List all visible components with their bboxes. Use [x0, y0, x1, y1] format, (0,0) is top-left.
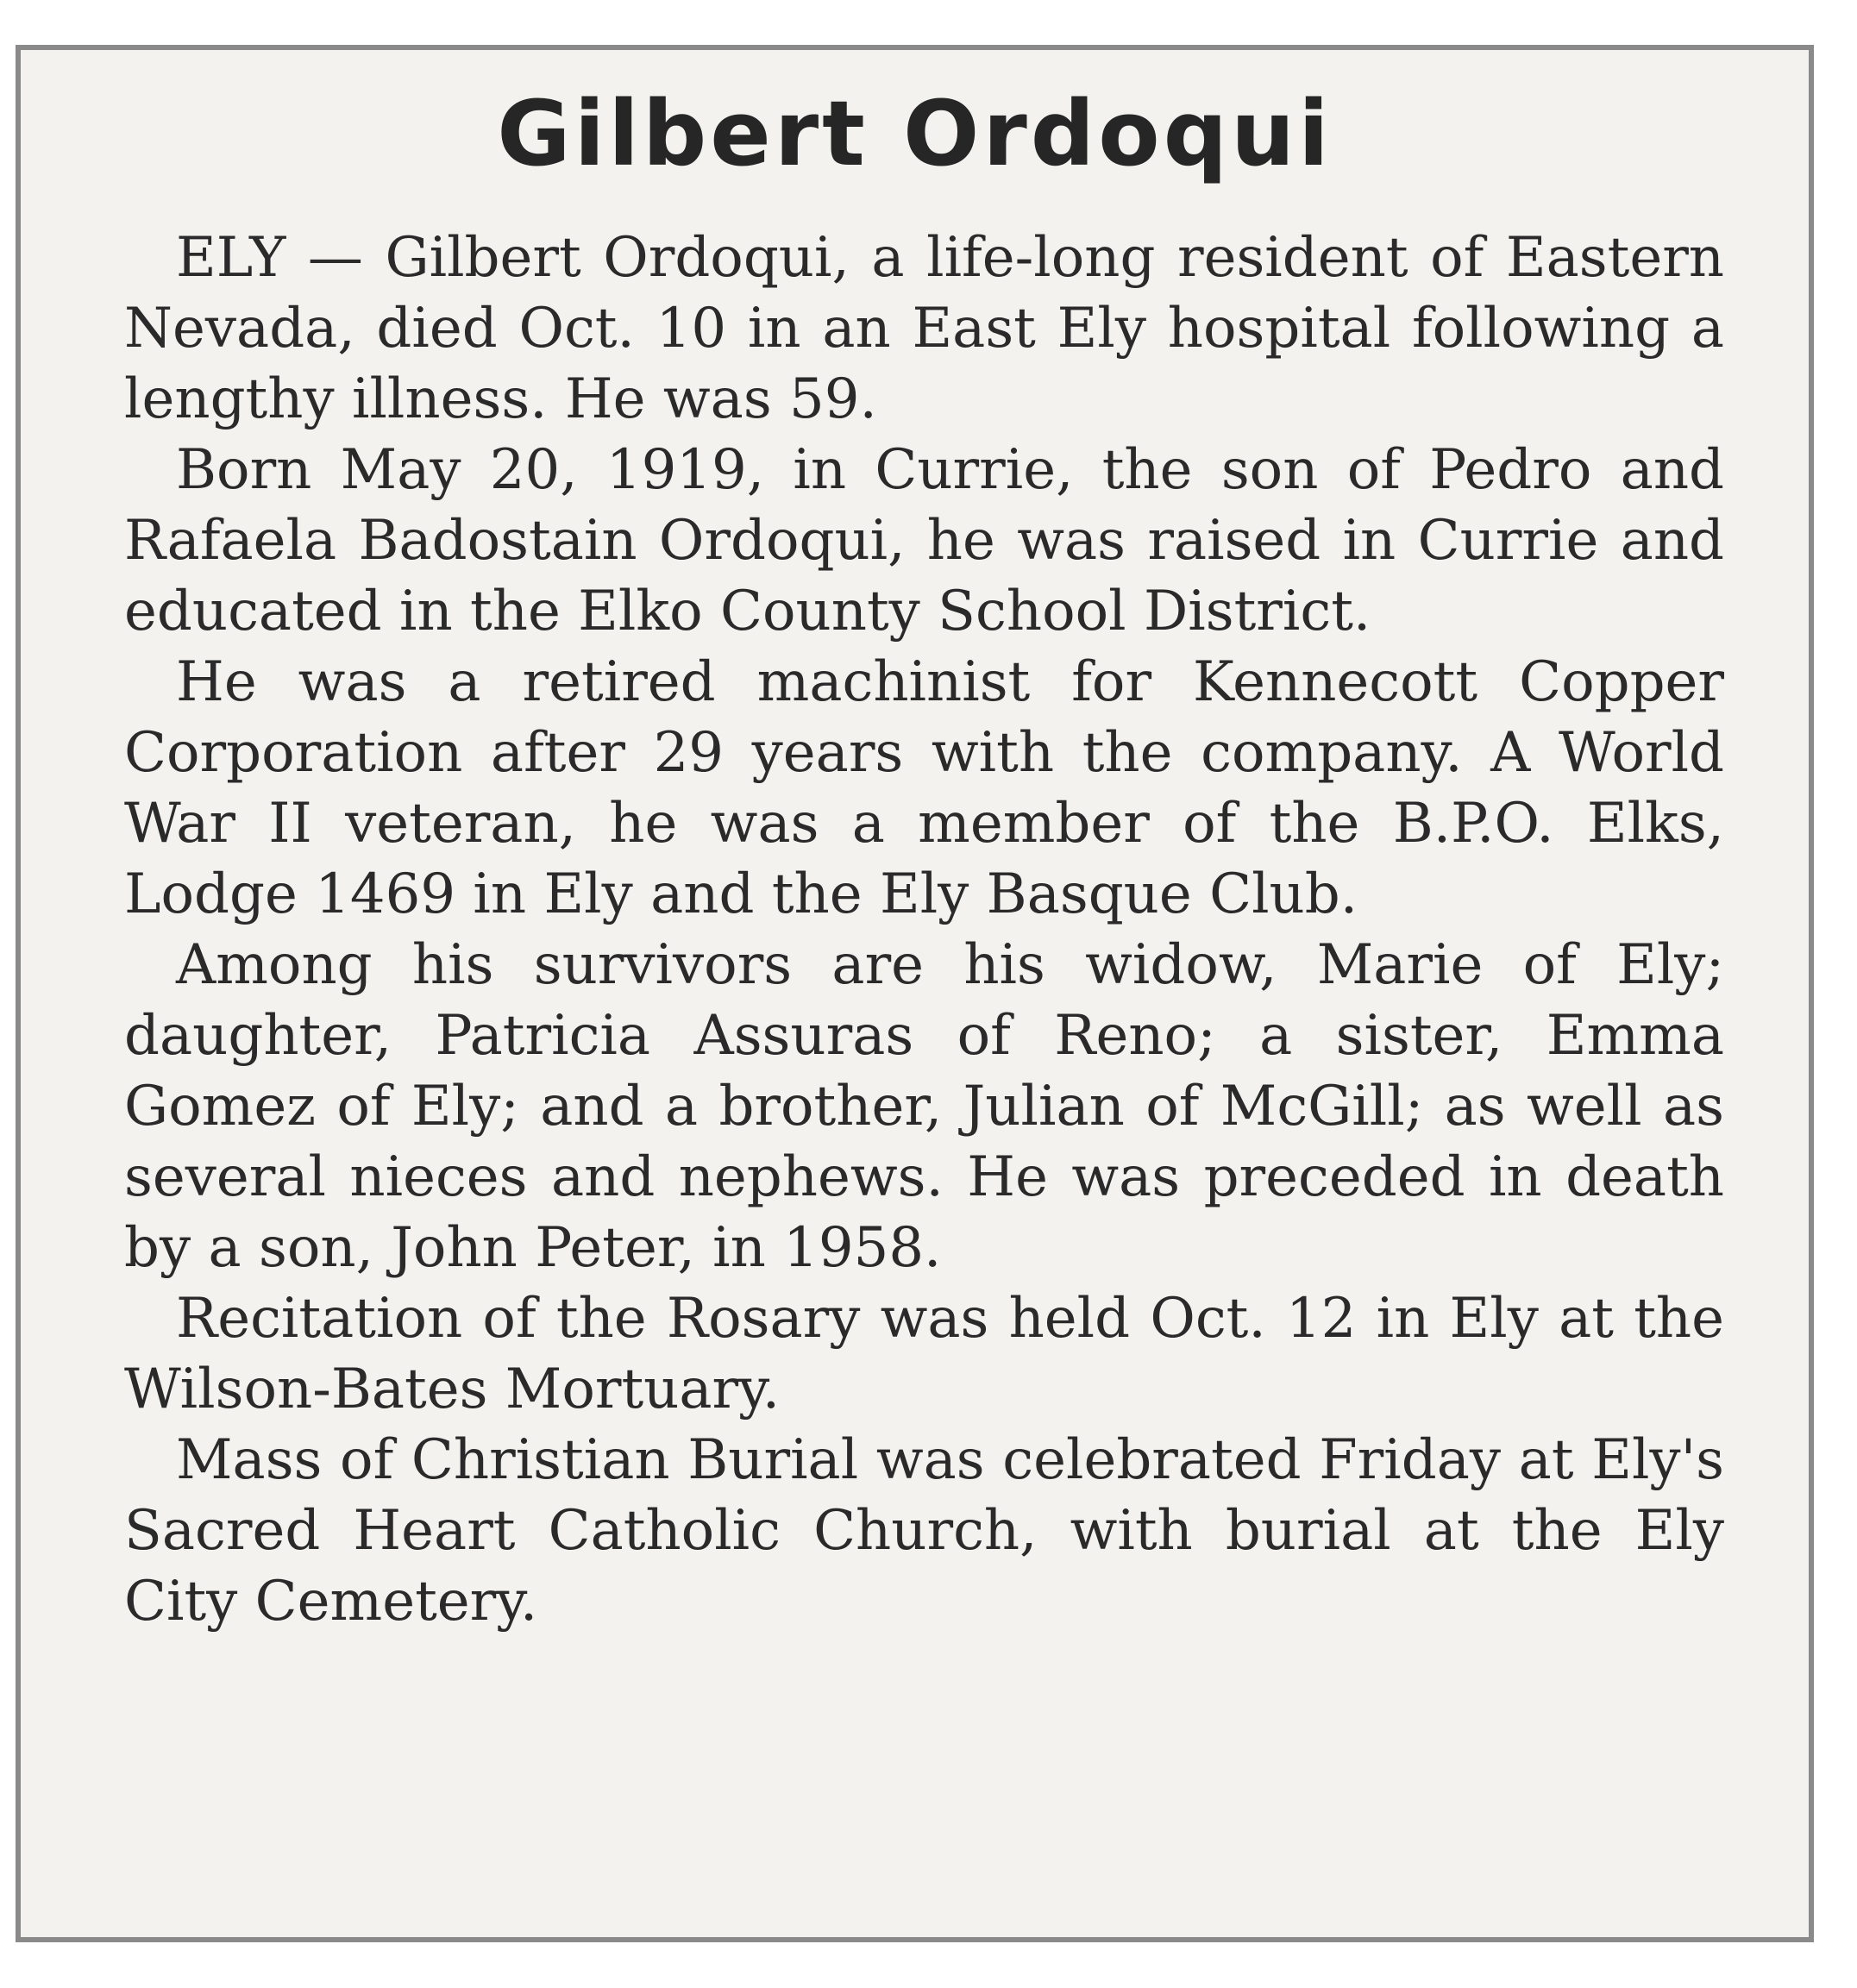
paragraph-survivors: Among his survivors are his widow, Marie of Ely; daughter, Patricia Assuras of Reno; a sister, Emma Gomez of Ely; and a brother, Julian of McGill; as well as several nieces and nephews. He was preceded in death by a son, John Peter, in 1958.	[124, 933, 1724, 1280]
paragraph-death-notice: ELY — Gilbert Ordoqui, a life-long resident of Eastern Nevada, died Oct. 10 in an East Ely hospital following a lengthy illness. He was 59.	[124, 226, 1724, 431]
obituary-headline: Gilbert Ordoqui	[497, 81, 1333, 186]
paragraph-mass: Mass of Christian Burial was celebrated Friday at Ely's Sacred Heart Catholic Church, with burial at the Ely City Cemetery.	[124, 1428, 1724, 1634]
paragraph-career: He was a retired machinist for Kennecott Copper Corporation after 29 years with the company. A World War II veteran, he was a member of the B.P.O. Elks, Lodge 1469 in Ely and the Ely Basque Club.	[124, 650, 1724, 926]
obituary-body	[124, 223, 1724, 1637]
paragraph-birth: Born May 20, 1919, in Currie, the son of Pedro and Rafaela Badostain Ordoqui, he was raised in Currie and educated in the Elko County School District.	[124, 438, 1724, 643]
paragraph-rosary: Recitation of the Rosary was held Oct. 12 in Ely at the Wilson-Bates Mortuary.	[124, 1287, 1724, 1421]
obituary-clipping	[16, 45, 1814, 1942]
